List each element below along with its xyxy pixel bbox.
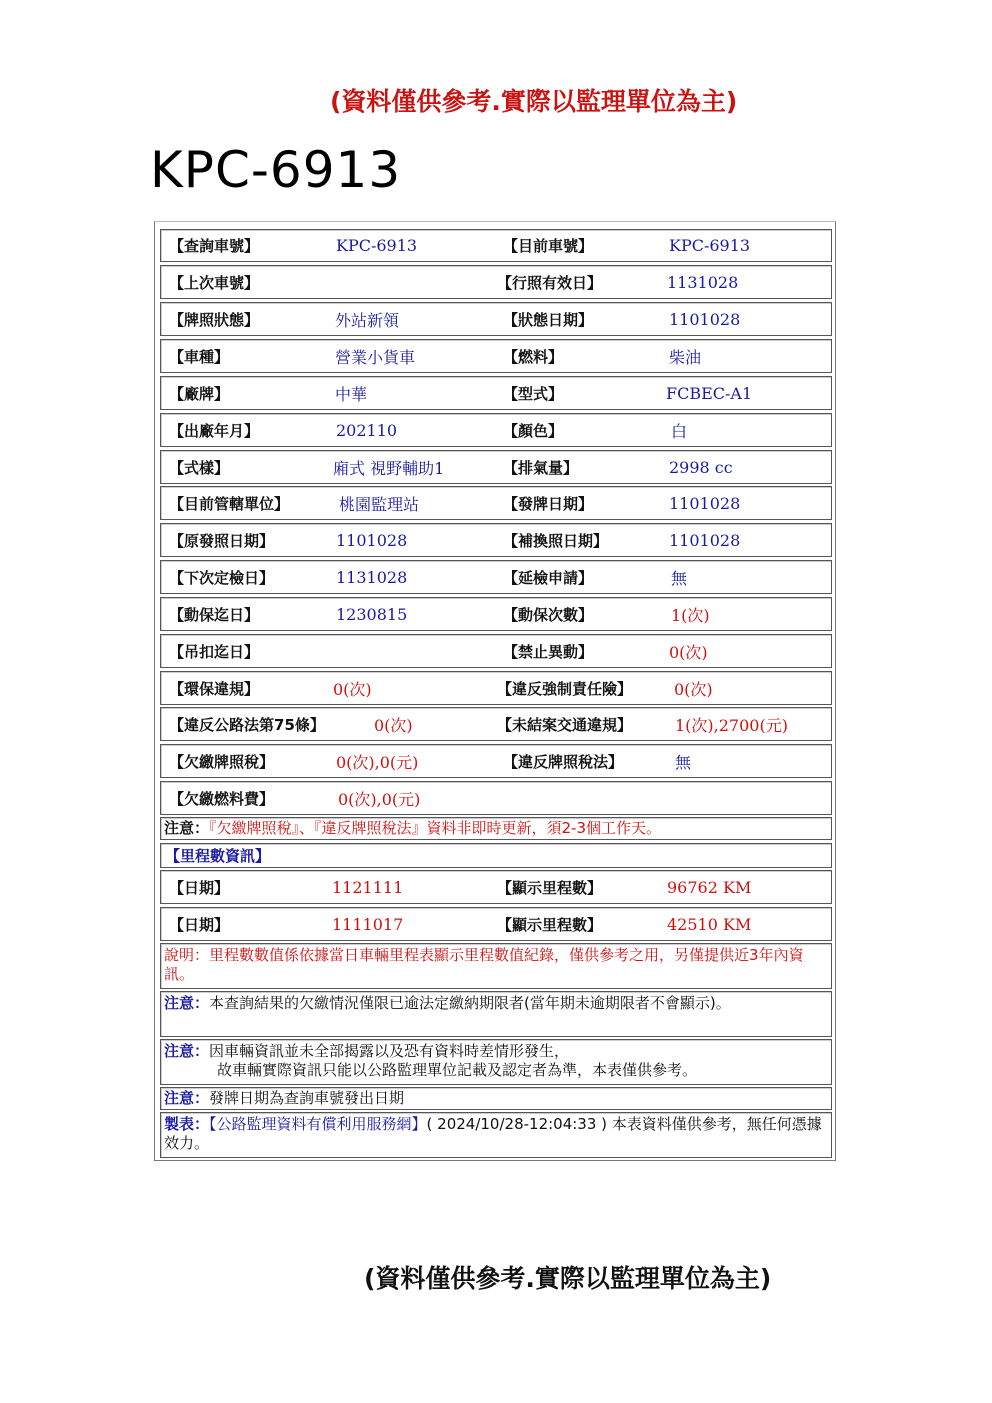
mileage-explanation	[160, 943, 832, 989]
value-query-plate: KPC-6913	[336, 236, 418, 255]
label-model: 【型式】	[503, 384, 564, 403]
table-row	[160, 413, 832, 447]
table-row	[160, 302, 832, 336]
label-displacement: 【排氣量】	[503, 458, 579, 477]
value-insurance-violations: 0(次)	[674, 679, 713, 699]
value-vehicle-type: 營業小貨車	[335, 347, 416, 367]
label-license-tax-violations: 【違反牌照稅法】	[503, 752, 624, 771]
table-row	[160, 486, 832, 520]
label-reissue-date: 【補換照日期】	[503, 531, 609, 550]
label-original-license-date: 【原發照日期】	[169, 531, 275, 550]
label-insurance-violations: 【違反強制責任險】	[497, 679, 633, 698]
value-environmental-violations: 0(次)	[333, 679, 372, 699]
value-chattel-expiry: 1230815	[336, 604, 408, 624]
value-open-traffic-violations: 1(次),2700(元)	[675, 715, 788, 735]
notice-label: 注意：	[164, 819, 210, 837]
label-brand: 【廠牌】	[169, 384, 230, 403]
notice-unpaid-scope	[160, 991, 832, 1037]
value-status-date: 1101028	[669, 309, 741, 329]
footer-source: 【公路監理資料有償利用服務網】	[209, 1115, 427, 1133]
value-reissue-date: 1101028	[669, 530, 741, 550]
table-row	[160, 634, 832, 668]
notice-tax-update	[160, 817, 832, 840]
value-mileage-date: 1121111	[332, 877, 404, 897]
table-row	[160, 229, 832, 262]
value-unpaid-fuel-fee: 0(次),0(元)	[338, 789, 421, 809]
mileage-row	[160, 870, 832, 904]
value-mileage-date: 1111017	[332, 914, 404, 934]
value-odometer: 96762 KM	[667, 877, 752, 897]
label-inspection-deferral: 【延檢申請】	[503, 568, 594, 587]
disclaimer-top: (資料僅供參考.實際以監理單位為主)	[330, 87, 738, 116]
table-row	[160, 265, 832, 299]
notice-label: 注意：	[164, 1042, 210, 1060]
value-manufacture-date: 202110	[336, 420, 398, 440]
label-fuel: 【燃料】	[503, 347, 564, 366]
value-unpaid-license-tax: 0(次),0(元)	[336, 752, 419, 772]
report-footer	[160, 1112, 832, 1158]
notice-text-line2: 故車輛實際資訊只能以公路監理單位記載及認定者為準，本表僅供參考。	[217, 1061, 698, 1079]
notice-label: 注意：	[164, 1089, 210, 1107]
table-row	[160, 450, 832, 484]
mileage-row	[160, 907, 832, 941]
label-mileage-date: 【日期】	[169, 915, 230, 934]
value-chattel-count: 1(次)	[671, 605, 710, 625]
table-row	[160, 339, 832, 373]
label-status-date: 【狀態日期】	[503, 310, 594, 329]
value-fuel: 柴油	[669, 347, 702, 367]
footer-text: ( 2024/10/28-12:04:33 ) 本表資料僅供參考，無任何憑據效力。	[164, 1115, 822, 1152]
label-environmental-violations: 【環保違規】	[169, 679, 260, 698]
value-odometer: 42510 KM	[667, 914, 752, 934]
table-row	[160, 781, 832, 815]
value-inspection-deferral: 無	[671, 568, 688, 588]
label-manufacture-date: 【出廠年月】	[169, 421, 260, 440]
label-current-plate: 【目前車號】	[503, 237, 594, 255]
label-unpaid-fuel-fee: 【欠繳燃料費】	[169, 789, 275, 808]
table-row	[160, 560, 832, 594]
table-row	[160, 707, 832, 741]
table-row	[160, 597, 832, 631]
label-license-expiry: 【行照有效日】	[497, 273, 603, 292]
label-unpaid-license-tax: 【欠繳牌照稅】	[169, 752, 275, 771]
value-transfer-ban: 0(次)	[669, 642, 708, 662]
label-mileage-date: 【日期】	[169, 878, 230, 897]
label-chattel-expiry: 【動保迄日】	[169, 605, 260, 624]
label-odometer: 【顯示里程數】	[497, 915, 603, 934]
label-odometer: 【顯示里程數】	[497, 878, 603, 897]
value-plate-status: 外站新領	[335, 310, 400, 330]
value-jurisdiction: 桃園監理站	[339, 494, 420, 514]
notice-text: 本查詢結果的欠繳情況僅限已逾法定繳納期限者(當年期未逾期限者不會顯示)。	[209, 994, 731, 1012]
label-previous-plate: 【上次車號】	[169, 273, 260, 292]
label-chattel-count: 【動保次數】	[503, 605, 594, 624]
value-model: FCBEC-A1	[666, 383, 753, 403]
label-color: 【顏色】	[503, 421, 564, 440]
disclaimer-bottom: (資料僅供參考.實際以監理單位為主)	[364, 1264, 772, 1293]
notice-issue-date	[160, 1087, 832, 1110]
value-original-license-date: 1101028	[336, 530, 408, 550]
label-query-plate: 【查詢車號】	[169, 237, 260, 255]
table-row	[160, 671, 832, 705]
value-issue-date: 1101028	[669, 493, 741, 513]
value-brand: 中華	[335, 384, 368, 404]
value-license-expiry: 1131028	[667, 272, 739, 292]
notice-data-lag	[160, 1039, 832, 1085]
explain-text: 里程數數值係依據當日車輛里程表顯示里程數值紀錄，僅供參考之用，另僅提供近3年內資訊。	[164, 946, 804, 983]
label-issue-date: 【發牌日期】	[503, 494, 594, 513]
label-next-inspection: 【下次定檢日】	[169, 568, 275, 587]
value-highway-act-75: 0(次)	[374, 715, 413, 735]
notice-text-line1: 因車輛資訊並未全部揭露以及恐有資料時差情形發生，	[209, 1042, 570, 1060]
label-body-style: 【式樣】	[169, 458, 230, 477]
table-row	[160, 376, 832, 410]
label-transfer-ban: 【禁止異動】	[503, 642, 594, 661]
footer-label: 製表：	[164, 1115, 210, 1133]
label-open-traffic-violations: 【未結案交通違規】	[497, 715, 633, 734]
label-vehicle-type: 【車種】	[169, 347, 230, 366]
notice-label: 注意：	[164, 994, 210, 1012]
label-suspension-expiry: 【吊扣迄日】	[169, 642, 260, 661]
plate-number-title: KPC-6913	[150, 141, 402, 199]
value-color: 白	[671, 421, 688, 441]
table-row	[160, 523, 832, 557]
notice-text: 『欠繳牌照稅』、『違反牌照稅法』資料非即時更新，須2-3個工作天。	[209, 819, 662, 837]
value-next-inspection: 1131028	[336, 567, 408, 587]
label-jurisdiction: 【目前管轄單位】	[169, 494, 290, 513]
value-license-tax-violations: 無	[675, 752, 692, 772]
vehicle-report	[154, 221, 836, 1161]
value-displacement: 2998 cc	[669, 457, 733, 477]
table-row	[160, 744, 832, 778]
mileage-header-label: 【里程數資訊】	[165, 847, 271, 865]
label-highway-act-75: 【違反公路法第75條】	[169, 715, 325, 734]
explain-label: 說明：	[164, 946, 210, 964]
label-plate-status: 【牌照狀態】	[169, 310, 260, 329]
mileage-section-header	[160, 843, 832, 868]
value-current-plate: KPC-6913	[669, 236, 751, 255]
notice-text: 發牌日期為查詢車號發出日期	[209, 1089, 405, 1107]
value-body-style: 廂式 視野輔助1	[333, 458, 445, 478]
